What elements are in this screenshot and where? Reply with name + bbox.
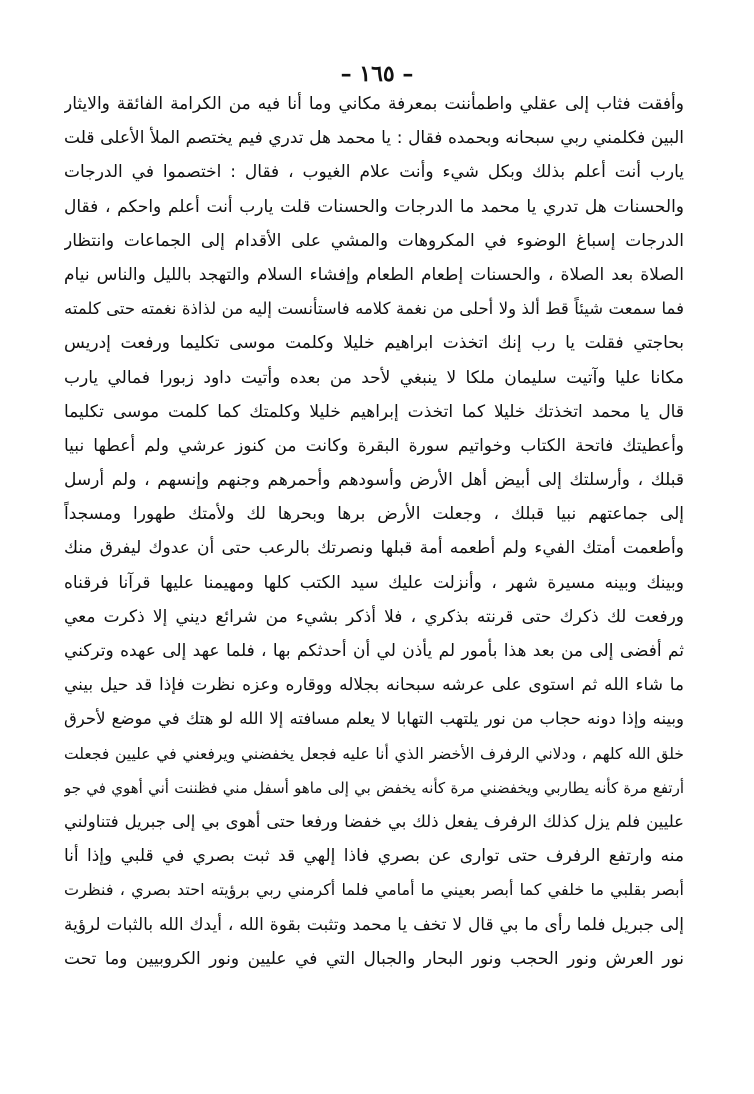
text-line: خلق الله كلهم ، ودلاني الرفرف الأخضر الذي أنا عليه فجعل يخفضني ويرفعني في عليين فجعلت — [64, 744, 684, 763]
text-line: فما سمعت شيئاً قط ألذ ولا أحلى من نغمة كلامه فاستأنست إليه من لذاذة نغمته حتى كلمته — [64, 299, 684, 319]
text-line: وبينك وبينه مسيرة شهر ، وأنزلت عليك سيد الكتب كلها ومهيمنا عليها قرآنا فرقناه — [64, 572, 684, 593]
text-line: قال يا محمد اتخذتك خليلا كما اتخذت إبراهيم خليلا وكلمتك كما كلمت موسى تكليما — [64, 401, 684, 422]
text-line: وأفقت فثاب إلى عقلي واطمأننت بمعرفة مكاني وما أنا فيه من الكرامة الفائقة والايثار — [64, 94, 684, 114]
text-line: نور العرش ونور الحجب ونور البحار والجبال التي في عليين ونور الكروبيين وما تحت — [64, 948, 684, 969]
page-number: – ١٦٥ – — [340, 61, 414, 87]
text-line: مكانا عليا وآتيت سليمان ملكا لا ينبغي لأحد من بعده وأتيت داود زبورا فمالي يارب — [64, 367, 684, 388]
text-line: ما شاء الله ثم استوى على عرشه سبحانه بجلاله ووقاره وعزه نظرت فإذا قد حيل بيني — [64, 675, 684, 696]
text-line: قبلك ، وأرسلتك إلى أبيض أهل الأرض وأسودهم وأحمرهم وجنهم وإنسهم ، ولم أرسل — [64, 470, 684, 491]
text-line: وأعطيتك فاتحة الكتاب وخواتيم سورة البقرة وكانت من كنوز عرشي ولم أعطها نبيا — [64, 435, 684, 456]
text-line: أرتفع مرة كأنه يطاربي ويخفضني مرة كأنه يخفض بي إلى ماهو أسفل مني فظننت أني أهوي في جو — [64, 778, 684, 797]
text-line: الدرجات إسباغ الوضوء في المكروهات والمشي على الأقدام إلى الجماعات وانتظار — [64, 230, 684, 251]
text-line: وبينه وإذا دونه حجاب من نور يلتهب التهابا لا يعلم مسافته إلا الله لو هتك في موضع لأحرق — [64, 709, 684, 729]
text-line: ورفعت لك ذكرك حتى قرنته بذكري ، فلا أذكر بشيء من شرائع ديني إلا ذكرت معي — [64, 606, 684, 627]
text-line: بحاجتي فقلت يا رب إنك اتخذت ابراهيم خليلا وكلمت موسى تكليما ورفعت إدريس — [64, 333, 684, 354]
text-line: يارب أنت أعلم بذلك وبكل شيء وأنت علام الغيوب ، فقال : اختصموا في الدرجات — [64, 162, 684, 183]
text-line: أبصر بقلبي ما خلفي كما أبصر بعيني ما أمامي فلما أكرمني ربي برؤيته احتد بصري ، فنظرت — [64, 880, 684, 900]
text-line: عليين فلم يزل كذلك الرفرف يفعل ذلك بي خفضا ورفعا حتى أهوى بي إلى جبريل فتناولني — [64, 811, 684, 831]
text-line: منه وارتفع الرفرف حتى توارى عن بصري فاذا إلهي قد ثبت بصري في قلبي وإذا أنا — [64, 846, 684, 867]
text-line: إلى جبريل فلما رأى ما بي قال لا تخف يا محمد وتثبت بقوة الله ، أيدك الله بالثبات لرؤية — [64, 914, 684, 935]
text-line: البين فكلمني ربي سبحانه وبحمده فقال : يا محمد هل تدري فيم يختصم الملأ الأعلى قلت — [64, 128, 684, 149]
text-line: الصلاة بعد الصلاة ، والحسنات إطعام الطعام وإفشاء السلام والتهجد بالليل والناس نيام — [64, 264, 684, 285]
body-text — [64, 87, 684, 976]
text-line: والحسنات هل تدري يا محمد ما الدرجات والحسنات قلت يارب أنت أعلم واحكم ، فقال — [64, 196, 684, 217]
text-line: ثم أفضى إلى من بعد هذا بأمور لم يأذن لي أن أحدثكم بها ، فلما عهد إلى عهده وتركني — [64, 641, 684, 661]
text-line: إلى جماعتهم نبيا قبلك ، وجعلت الأرض برها وبحرها لك ولأمتك طهورا ومسجداً — [64, 504, 684, 525]
text-line: وأطعمت أمتك الفيء ولم أطعمه أمة قبلها ونصرتك بالرعب حتى أن عدوك ليفرق منك — [64, 538, 684, 559]
